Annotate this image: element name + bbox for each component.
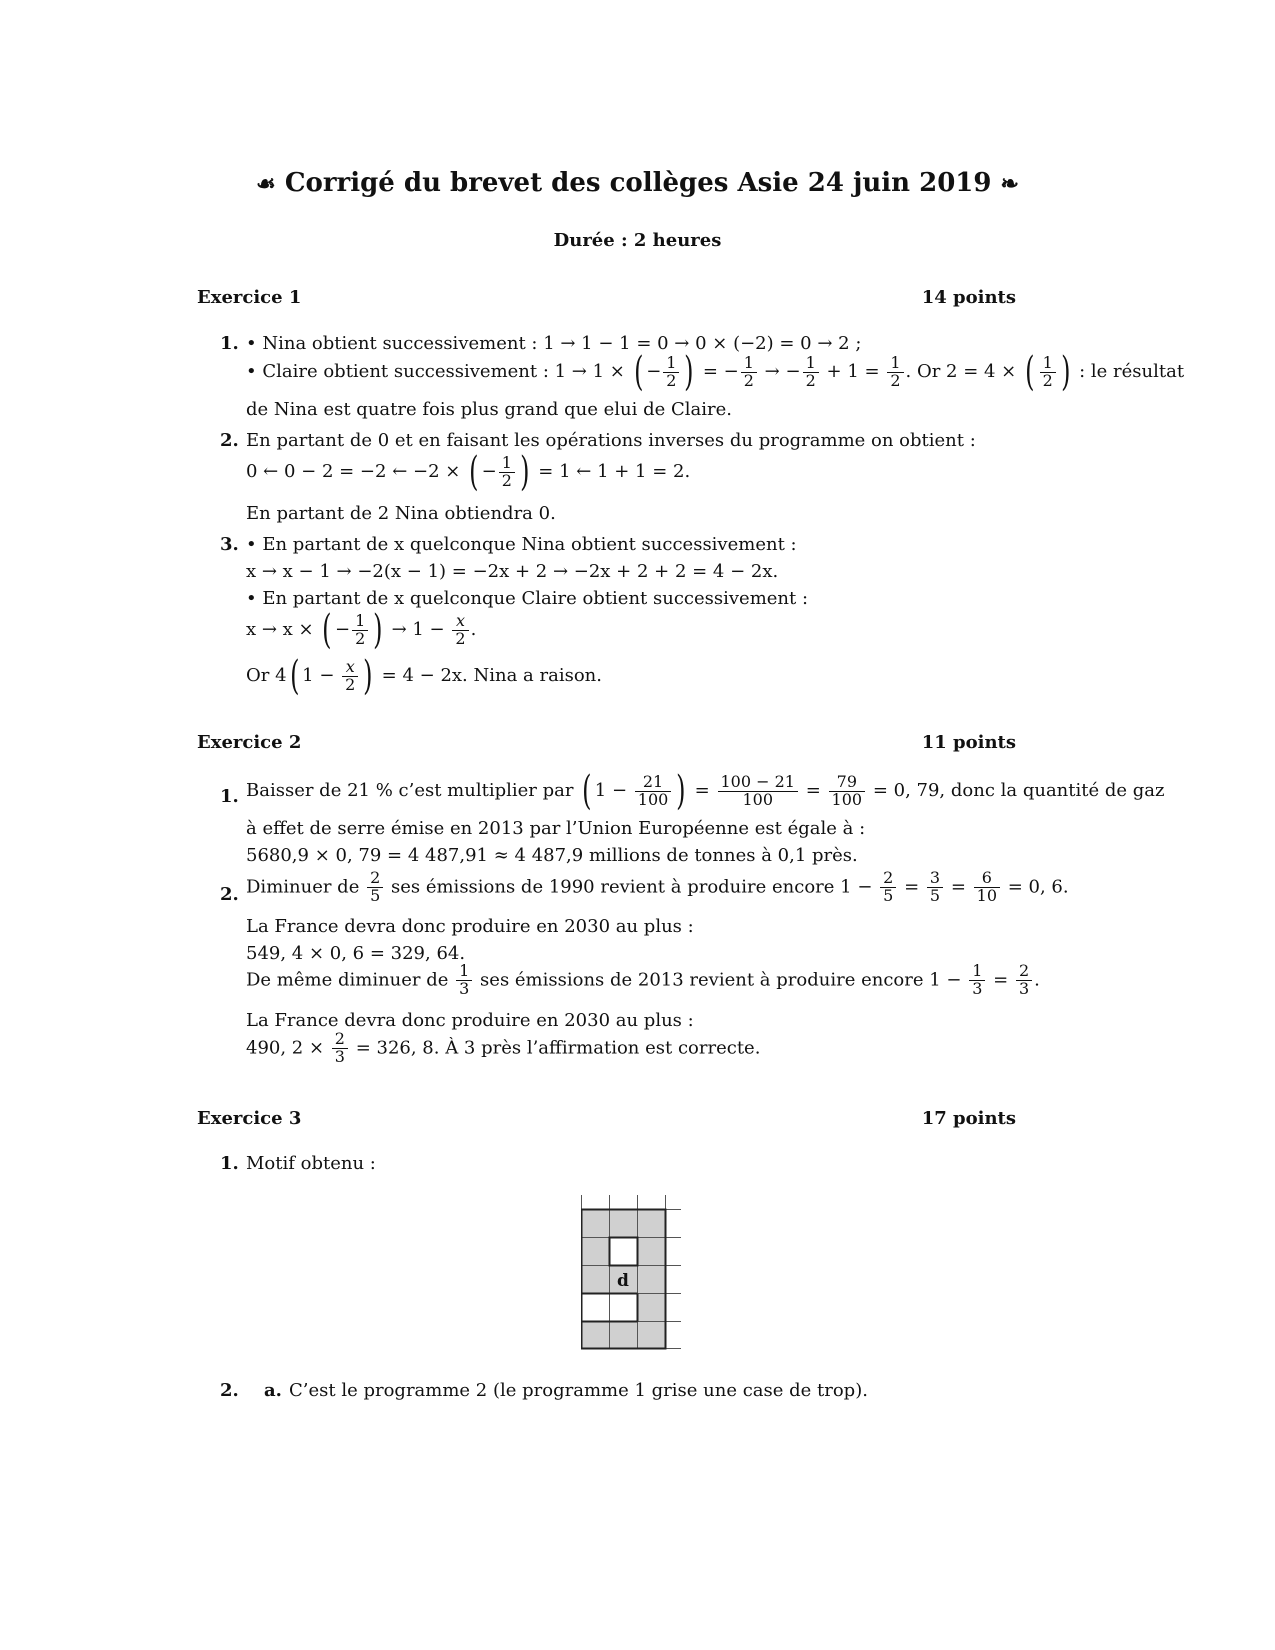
grid-cell-gray [609, 1321, 637, 1349]
ex1-q3-number: 3. [220, 534, 239, 555]
duration: Durée : 2 heures [553, 230, 722, 251]
numerator: 6 [974, 870, 1000, 888]
ornament-left-icon: ☙ [256, 171, 276, 197]
ex2-q2-a-post: = 0, 6. [1002, 876, 1069, 898]
numerator: 1 [741, 355, 757, 373]
ex1-q1-line-a: • Nina obtient successivement : 1 → 1 − 1 = 0 → 0 × (−2) = 0 → 2 ; [246, 333, 862, 354]
ex1-q1-b-mid: . Or 2 = 4 × [905, 361, 1022, 382]
numerator: 2 [1016, 963, 1032, 981]
exercise-1-heading: Exercice 1 [197, 287, 302, 308]
denominator: 10 [976, 885, 997, 905]
ex1-q3-d-mid: → 1 − [385, 619, 451, 640]
fraction [352, 610, 368, 648]
grid-cell-gray [581, 1265, 609, 1293]
ex1-q1-number: 1. [220, 333, 239, 354]
fraction [927, 870, 943, 905]
ex3-q2a-text: C’est le programme 2 (le programme 1 grise une case de trop). [289, 1380, 868, 1401]
ex2-q2-line-b: La France devra donc produire en 2030 au plus : [246, 916, 694, 937]
numerator: 3 [927, 870, 943, 888]
var-x: x [455, 610, 465, 630]
ex2-q1-number: 1. [220, 786, 239, 807]
ex1-q2-number: 2. [220, 430, 239, 451]
fraction [367, 870, 383, 905]
ex1-q2-b-post: = 1 ← 1 + 1 = 2. [532, 461, 691, 482]
ex1-q3-line-e [246, 653, 602, 699]
one-minus: 1 − [594, 780, 628, 801]
equals-sign: = [904, 876, 920, 898]
grid-cell-gray [637, 1321, 665, 1349]
numerator: 1 [499, 455, 515, 473]
denominator: 5 [370, 885, 381, 905]
denominator: 3 [334, 1046, 345, 1066]
ex2-q2-d-mid: ses émissions de 2013 revient à produire encore 1 − [474, 969, 968, 991]
minus-sign: − [334, 619, 351, 640]
denominator: 3 [972, 978, 983, 998]
numerator: 1 [969, 963, 985, 981]
exercise-3-heading: Exercice 3 [197, 1108, 302, 1129]
ex2-q2-number: 2. [220, 884, 239, 905]
minus-sign: − [481, 461, 497, 482]
ex1-q2-line-b [246, 449, 691, 495]
denominator: 2 [355, 628, 366, 648]
ex2-q1-line-a [246, 768, 1165, 814]
numerator: 21 [635, 774, 672, 792]
paren-left: ( [582, 768, 592, 814]
exercise-1-points: 14 points [921, 287, 1016, 308]
fraction [969, 963, 985, 998]
one-minus: 1 − [302, 665, 335, 686]
ex2-q2-line-e: La France devra donc produire en 2030 au plus : [246, 1010, 694, 1031]
numerator: 100 − 21 [718, 774, 798, 792]
ex1-q3-e-post: = 4 − 2x. Nina a raison. [375, 665, 602, 686]
plus-one-equals: + 1 = [826, 361, 880, 382]
motif-grid-svg [581, 1195, 685, 1351]
equals-sign: = [702, 361, 718, 382]
fraction [342, 656, 358, 694]
ex3-q2-number: 2. [220, 1380, 239, 1401]
fraction [1016, 963, 1032, 998]
fraction [1040, 352, 1056, 390]
denominator: 100 [831, 789, 863, 809]
ex1-q2-line-a: En partant de 0 et en faisant les opérations inverses du programme on obtient : [246, 430, 976, 451]
ex3-q1-number: 1. [220, 1153, 239, 1174]
grid-cell-gray [581, 1209, 609, 1237]
paren-left: ( [322, 607, 332, 653]
ex1-q1-line-c: de Nina est quatre fois plus grand que elui de Claire. [246, 399, 732, 420]
denominator: 2 [455, 628, 466, 648]
var-x: x [345, 656, 355, 676]
minus-sign: − [785, 361, 801, 382]
denominator: 3 [1018, 978, 1030, 998]
ex1-q1-b-end: : le résultat [1073, 361, 1185, 382]
page-title [0, 168, 1275, 198]
denominator: 2 [743, 370, 754, 390]
ex2-q1-a-post: = 0, 79, donc la quantité de gaz [867, 780, 1165, 801]
ex2-q2-a-mid: ses émissions de 1990 revient à produire encore 1 − [385, 876, 879, 898]
numerator: 1 [456, 963, 472, 981]
ex2-q2-line-a [246, 870, 1069, 905]
exercise-3-points: 17 points [921, 1108, 1016, 1129]
paren-right: ) [1060, 349, 1071, 395]
numerator [342, 656, 358, 677]
fraction [456, 963, 472, 998]
fraction [499, 452, 515, 490]
ex3-q2a-label: a. [264, 1380, 282, 1401]
ex1-q2-b-pre: 0 ← 0 − 2 = −2 ← −2 × [246, 461, 467, 482]
paren-right: ) [520, 449, 530, 495]
paren-left: ( [633, 349, 644, 395]
ex2-q2-f-post: = 326, 8. À 3 près l’affirmation est correcte. [349, 1037, 761, 1059]
ex2-q2-d-pre: De même diminuer de [246, 969, 455, 991]
denominator: 2 [501, 470, 512, 490]
fraction [887, 352, 903, 390]
arrow-sign: → [764, 361, 780, 382]
ex2-q1-line-b: à effet de serre émise en 2013 par l’Union Européenne est égale à : [246, 818, 866, 839]
equals-sign: = [694, 780, 710, 801]
fraction [829, 771, 866, 809]
numerator [452, 610, 468, 631]
grid-cell-gray [637, 1265, 665, 1293]
fraction [718, 771, 798, 809]
fraction [452, 610, 468, 648]
ex2-q2-a-pre: Diminuer de [246, 876, 366, 898]
numerator: 79 [829, 774, 866, 792]
numerator: 1 [1040, 355, 1056, 373]
numerator: 1 [663, 355, 679, 373]
denominator: 2 [890, 370, 901, 390]
exercise-2-points: 11 points [921, 732, 1016, 753]
grid-cell-gray [581, 1321, 609, 1349]
paren-right: ) [363, 653, 373, 699]
equals-sign: = [950, 876, 966, 898]
exercise-2-heading: Exercice 2 [197, 732, 302, 753]
grid-cell-gray [637, 1209, 665, 1237]
ex2-q1-a-pre: Baisser de 21 % c’est multiplier par [246, 780, 580, 801]
paren-right: ) [684, 349, 694, 395]
fraction [332, 1031, 348, 1066]
fraction [635, 771, 672, 809]
ex1-q3-line-d: x → x × ( − $\frac{1}{2}$ ) → 1 − $\frac{x}{2}$ . [246, 607, 477, 653]
numerator: 2 [880, 870, 896, 888]
denominator: 100 [742, 789, 774, 809]
equals-sign: = [993, 969, 1009, 991]
grid-cell-gray [637, 1293, 665, 1321]
denominator: 100 [637, 789, 669, 809]
equals-sign: = [805, 780, 821, 801]
paren-left: ( [1025, 349, 1035, 395]
grid-cell-gray [637, 1237, 665, 1265]
grid-cell-gray [609, 1209, 637, 1237]
denominator: 3 [459, 978, 470, 998]
numerator: 2 [332, 1031, 348, 1049]
denominator: 5 [929, 885, 941, 905]
ex2-q2-line-c: 549, 4 × 0, 6 = 329, 64. [246, 943, 466, 964]
grid-letter: d [617, 1271, 629, 1291]
ex1-q3-line-b: x → x − 1 → −2(x − 1) = −2x + 2 → −2x + 2 + 2 = 4 − 2x. [246, 561, 779, 582]
numerator: 2 [367, 870, 383, 888]
grid-cell-gray [581, 1237, 609, 1265]
denominator: 2 [666, 370, 677, 390]
ex1-q3-line-a: • En partant de x quelconque Nina obtient successivement : [246, 534, 797, 555]
ex3-q1-text: Motif obtenu : [246, 1153, 376, 1174]
numerator: 1 [352, 613, 368, 631]
fraction [741, 352, 757, 390]
numerator: 1 [803, 355, 819, 373]
ex1-q3-e-pre: Or 4 [246, 665, 287, 686]
ex1-q1-b-pre: • Claire obtient successivement : 1 → 1 × [246, 361, 631, 382]
ex1-q3-d-pre: x → x × [246, 619, 320, 640]
minus-sign: − [723, 361, 739, 382]
paren-right: ) [373, 607, 383, 653]
minus-sign: − [646, 361, 662, 382]
paren-right: ) [676, 768, 686, 814]
paren-left: ( [289, 653, 300, 699]
paren-left: ( [469, 449, 479, 495]
fraction [803, 352, 819, 390]
ex2-q1-line-c: 5680,9 × 0, 79 = 4 487,91 ≈ 4 487,9 millions de tonnes à 0,1 près. [246, 845, 858, 866]
fraction [974, 870, 1000, 905]
ex2-q2-line-d: De même diminuer de $\frac{1}{3}$ ses émissions de 2013 revient à produire encore 1 − $\frac{1}{3}$ = $\frac{2}{3}$ . [246, 961, 1040, 998]
ex1-q2-line-c: En partant de 2 Nina obtiendra 0. [246, 503, 556, 524]
ex2-q2-f-pre: 490, 2 × [246, 1037, 330, 1059]
ornament-right-icon: ❧ [1000, 171, 1019, 197]
title-text: Corrigé du brevet des collèges Asie 24 juin 2019 [284, 168, 992, 198]
denominator: 2 [345, 674, 356, 694]
fraction [663, 352, 679, 390]
fraction [880, 870, 896, 905]
motif-grid [581, 1195, 685, 1351]
denominator: 2 [1042, 370, 1053, 390]
ex1-q3-line-c: • En partant de x quelconque Claire obtient successivement : [246, 588, 809, 609]
denominator: 2 [805, 370, 816, 390]
numerator: 1 [887, 355, 903, 373]
denominator: 5 [883, 885, 894, 905]
ex1-q1-line-b [246, 349, 1185, 395]
ex2-q2-line-f [246, 1031, 760, 1066]
